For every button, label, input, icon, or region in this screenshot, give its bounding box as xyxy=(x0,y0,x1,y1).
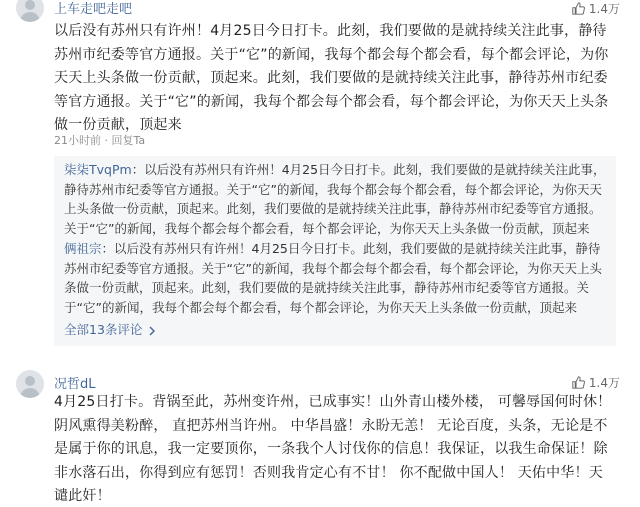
comment-time: 21小时前 xyxy=(54,134,101,147)
like-button[interactable] xyxy=(572,0,620,17)
avatar-body xyxy=(20,388,40,398)
reply-item xyxy=(64,160,606,238)
replies-panel xyxy=(54,156,616,346)
comment-username[interactable]: 况哲dL xyxy=(54,377,96,392)
comment-meta xyxy=(54,132,145,148)
reply-username[interactable]: 柒柒TvqPm xyxy=(64,162,132,177)
see-all-replies-link[interactable] xyxy=(64,320,156,338)
reply-text: ：以后没有苏州只有许州！4月25日今日打卡。此刻，我们要做的是就持续关注此事，静待苏州市纪委等官方通报。关于“它”的新闻，我每个都会每个都会看，每个都会评论，为你天天上头条做一份贡献，顶起来。此刻，我们要做的是就持续关注此事，静待苏州市纪委等官方通报。关于“它”的新闻，我每个都会每个都会看，每个都会评论，为你天天上头条做一份贡献，顶起来 xyxy=(64,241,602,315)
reply-text: ：以后没有苏州只有许州！4月25日今日打卡。此刻，我们要做的是就持续关注此事，静待苏州市纪委等官方通报。关于“它”的新闻，我每个都会每个都会看，每个都会评论，为你天天上头条做一份贡献，顶起来。此刻，我们要做的是就持续关注此事，静待苏州市纪委等官方通报。关于“它”的新闻，我每个都会每个都会看，每个都会评论，为你天天上头条做一份贡献，顶起来 xyxy=(64,162,606,236)
reply-username[interactable]: 俩祖宗 xyxy=(64,241,102,256)
like-count: 1.4万 xyxy=(588,376,620,390)
chevron-right-icon xyxy=(148,326,156,336)
like-button[interactable] xyxy=(572,374,620,391)
comment-text: 以后没有苏州只有许州！4月25日今日打卡。此刻，我们要做的是就持续关注此事，静待苏州市纪委等官方通报。关于“它”的新闻，我每个都会每个都会看，每个都会评论，为你天天上头条做一份贡献，顶起来。此刻，我们要做的是就持续关注此事，静待苏州市纪委等官方通报。关于“它”的新闻，我每个都会每个都会看，每个都会评论，为你天天上头条做一份贡献，顶起来 xyxy=(54,23,609,133)
see-all-label: 全部13条评论 xyxy=(64,322,143,337)
comment-text: 4月25日打卡。背锅至此，苏州变许州，已成事实！山外青山楼外楼， 可馨辱国何时休！阴风熏得美粉醉， 直把苏州当许州。 中华昌盛！永盼无恙！ 无论百度，头条，无论是不是属于你的讯息，我一定要顶你，一条我个人讨伐你的信息！我保证，以我生命保证！除非水落石出，你得到应有惩罚！否则我肯定心有不甘！ 你不配做中国人！ 天佑中华！天谴此奸！ xyxy=(54,394,612,504)
avatar-head xyxy=(25,376,35,386)
avatar-head xyxy=(25,0,35,10)
reply-item xyxy=(64,239,606,317)
meta-separator: · xyxy=(104,134,108,147)
comment-username[interactable]: 上车走吧走吧 xyxy=(54,2,133,17)
thumbs-up-icon xyxy=(572,376,585,389)
like-count: 1.4万 xyxy=(588,2,620,16)
avatar[interactable] xyxy=(16,0,44,22)
reply-button[interactable]: 回复Ta xyxy=(111,134,146,147)
thumbs-up-icon xyxy=(572,2,585,15)
avatar[interactable] xyxy=(16,370,44,398)
avatar-body xyxy=(20,12,40,22)
